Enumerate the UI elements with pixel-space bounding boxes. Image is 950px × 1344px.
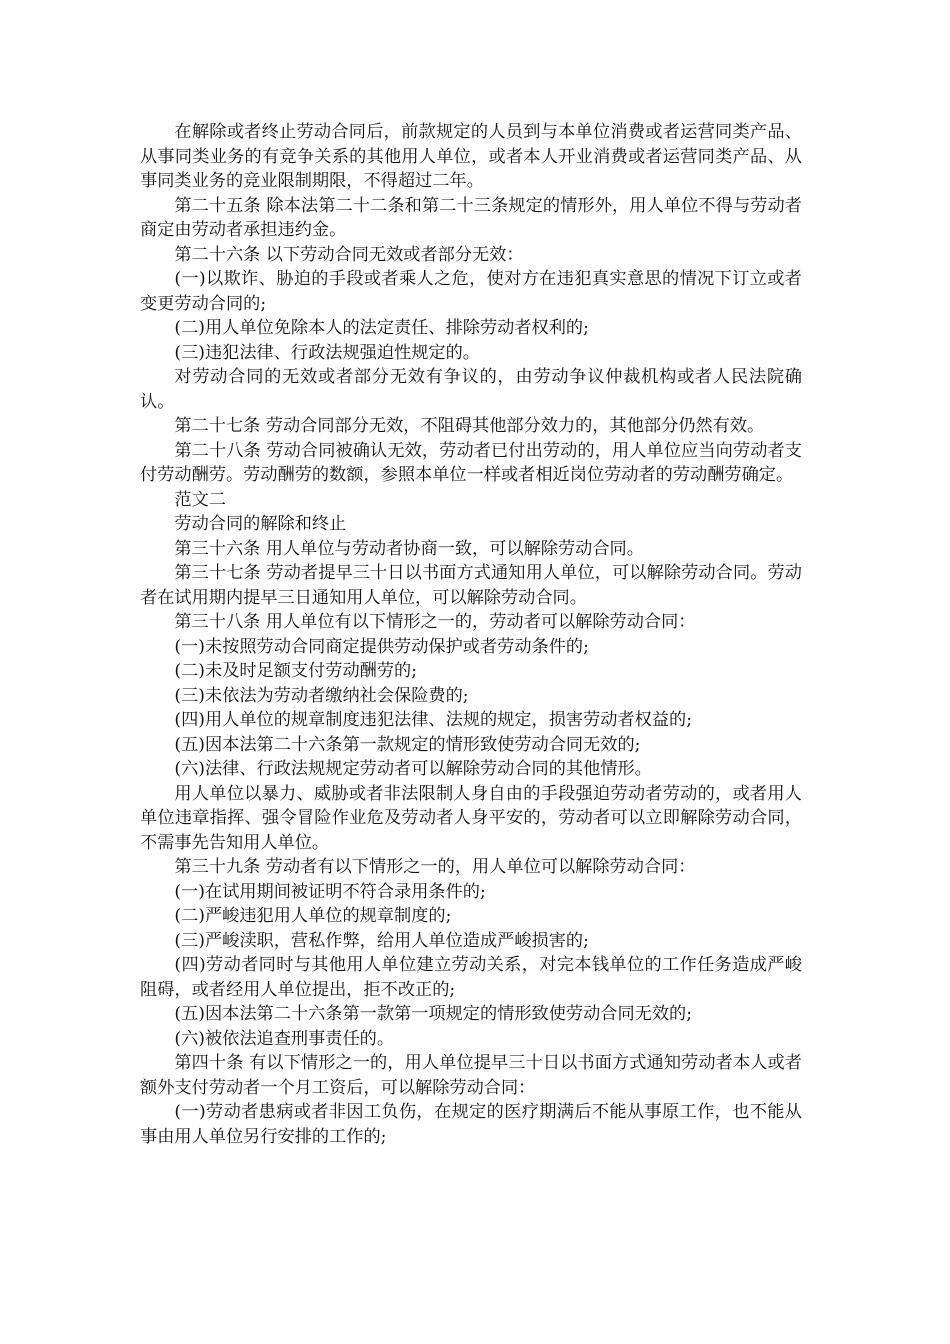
paragraph: (二)未及时足额支付劳动酬劳的; xyxy=(174,661,418,681)
paragraph: 第三十六条 用人单位与劳动者协商一致，可以解除劳动合同。 xyxy=(174,538,644,559)
paragraph: (六)法律、行政法规规定劳动者可以解除劳动合同的其他情形。 xyxy=(174,759,652,779)
paragraph: (三)未依法为劳动者缴纳社会保险费的; xyxy=(174,685,469,706)
paragraph: (一)以欺诈、胁迫的手段或者乘人之危，使对方在违犯真实意思的情况下订立或者变更劳动合同的; xyxy=(140,269,802,314)
paragraph: 对劳动合同的无效或者部分无效有争议的，由劳动争议仲裁机构或者人民法院确认。 xyxy=(140,367,802,412)
paragraph: (三)违犯法律、行政法规强迫性规定的。 xyxy=(174,342,480,363)
paragraph: (六)被依法追查刑事责任的。 xyxy=(174,1028,395,1049)
paragraph: (二)用人单位免除本人的法定责任、排除劳动者权利的; xyxy=(174,318,589,338)
paragraph: 用人单位以暴力、威胁或者非法限制人身自由的手段强迫劳动者劳动的，或者用人单位违章指挥、强令冒险作业危及劳动者人身平安的，劳动者可以立即解除劳动合同，不需事先告知用人单位。 xyxy=(140,783,802,853)
paragraph: (五)因本法第二十六条第一款规定的情形致使劳动合同无效的; xyxy=(174,734,641,755)
paragraph: 第三十八条 用人单位有以下情形之一的，劳动者可以解除劳动合同： xyxy=(174,612,696,632)
paragraph: 第二十七条 劳动合同部分无效，不阻碍其他部分效力的，其他部分仍然有效。 xyxy=(174,416,765,436)
paragraph: (一)劳动者患病或者非因工负伤，在规定的医疗期满后不能从事原工作，也不能从事由用人单位另行安排的工作的; xyxy=(140,1102,802,1147)
paragraph: 第三十七条 劳动者提早三十日以书面方式通知用人单位，可以解除劳动合同。劳动者在试用期内提早三日通知用人单位，可以解除劳动合同。 xyxy=(140,563,802,608)
paragraph: (四)用人单位的规章制度违犯法律、法规的规定，损害劳动者权益的; xyxy=(174,710,693,730)
paragraph: (五)因本法第二十六条第一款第一项规定的情形致使劳动合同无效的; xyxy=(174,1004,693,1024)
section-heading: 范文二 xyxy=(174,489,226,510)
paragraph: 第三十九条 劳动者有以下情形之一的，用人单位可以解除劳动合同： xyxy=(174,857,696,877)
paragraph: (三)严峻渎职，营私作弊，给用人单位造成严峻损害的; xyxy=(174,930,589,951)
document-page xyxy=(140,120,802,1149)
paragraph: 在解除或者终止劳动合同后，前款规定的人员到与本单位消费或者运营同类产品、从事同类业务的有竞争关系的其他用人单位，或者本人开业消费或者运营同类产品、从事同类业务的竞业限制期限，不得超过二年。 xyxy=(140,122,802,191)
paragraph: (一)未按照劳动合同商定提供劳动保护或者劳动条件的; xyxy=(174,636,589,657)
paragraph: (一)在试用期间被证明不符合录用条件的; xyxy=(174,881,486,902)
paragraph: 第四十条 有以下情形之一的，用人单位提早三十日以书面方式通知劳动者本人或者额外支付劳动者一个月工资后，可以解除劳动合同： xyxy=(140,1053,802,1098)
section-heading: 劳动合同的解除和终止 xyxy=(174,514,347,534)
paragraph: 第二十八条 劳动合同被确认无效，劳动者已付出劳动的，用人单位应当向劳动者支付劳动酬劳。劳动酬劳的数额，参照本单位一样或者相近岗位劳动者的劳动酬劳确定。 xyxy=(140,440,802,485)
paragraph: (二)严峻违犯用人单位的规章制度的; xyxy=(174,906,452,926)
paragraph: (四)劳动者同时与其他用人单位建立劳动关系，对完本钱单位的工作任务造成严峻阻碍，或者经用人单位提出，拒不改正的; xyxy=(140,955,802,1000)
paragraph: 第二十五条 除本法第二十二条和第二十三条规定的情形外，用人单位不得与劳动者商定由劳动者承担违约金。 xyxy=(140,195,802,240)
paragraph: 第二十六条 以下劳动合同无效或者部分无效： xyxy=(174,244,524,265)
